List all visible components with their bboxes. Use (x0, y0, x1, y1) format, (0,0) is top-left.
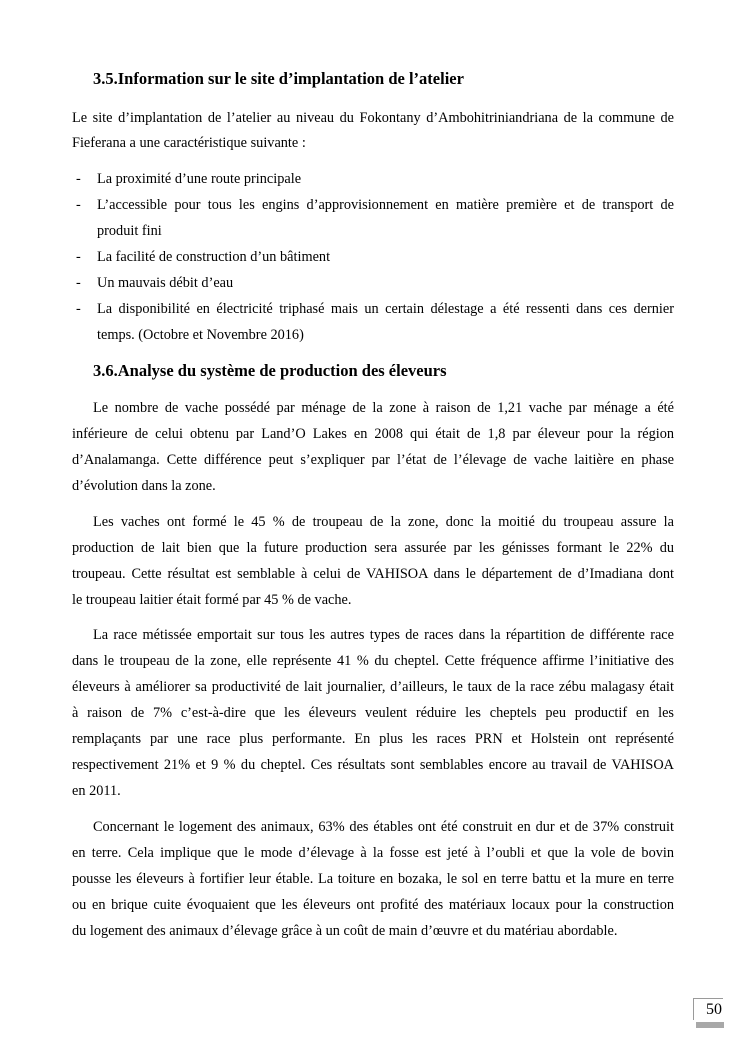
paragraph-line: production de lait bien que la future production sera assurée par les génisses formant le 22% du (72, 540, 674, 556)
bullet-item: La proximité d’une route principale (97, 171, 302, 187)
bullet-item-continued: produit fini (97, 223, 162, 239)
bullet-marker: - (76, 171, 81, 187)
paragraph-line: La race métissée emportait sur tous les autres types de races dans la répartition de différente race (93, 627, 674, 643)
intro-line: Fieferana a une caractéristique suivante : (72, 135, 306, 151)
page-number-bar (696, 1022, 724, 1028)
paragraph-line: inférieure de celui obtenu par Land’O Lakes en 2008 qui était de 1,8 par éleveur pour la région (72, 426, 674, 442)
bullet-marker: - (76, 197, 81, 213)
paragraph-line: troupeau. Cette résultat est semblable à celui de VAHISOA dans le département de d’Imadiana dont (72, 566, 674, 582)
paragraph-line: éleveurs à améliorer sa productivité de lait journalier, d’ailleurs, le taux de la race zébu malagasy était (72, 679, 674, 695)
paragraph-line: Le nombre de vache possédé par ménage de la zone à raison de 1,21 vache par ménage a été (93, 400, 674, 416)
bullet-item-continued: temps. (Octobre et Novembre 2016) (97, 327, 304, 343)
bullet-marker: - (76, 249, 81, 265)
bullet-item: Un mauvais débit d’eau (97, 275, 234, 291)
paragraph-line: à raison de 7% c’est-à-dire que les éleveurs veulent réduire les cheptels peu productif en les (72, 705, 674, 721)
section-heading-3-6: 3.6.Analyse du système de production des éleveurs (93, 361, 447, 380)
bullet-marker: - (76, 275, 81, 291)
page-number: 50 (693, 998, 723, 1020)
bullet-marker: - (76, 301, 81, 317)
paragraph-line: pousse les éleveurs à fortifier leur étable. La toiture en bozaka, le sol en terre battu et la mure en terre (72, 871, 674, 887)
bullet-item: La facilité de construction d’un bâtiment (97, 249, 331, 265)
paragraph-line: respectivement 21% et 9 % du cheptel. Ces résultats sont semblables encore au travail de VAHISOA (72, 757, 674, 773)
intro-line: Le site d’implantation de l’atelier au niveau du Fokontany d’Ambohitriniandriana de la commune de (72, 110, 674, 126)
paragraph-line: le troupeau laitier était formé par 45 % de vache. (72, 592, 352, 608)
paragraph-line: ou en brique cuite évoquaient que les éleveurs ont profité des matériaux locaux pour la construction (72, 897, 674, 913)
bullet-item: L’accessible pour tous les engins d’approvisionnement en matière première et de transport de (97, 197, 674, 213)
paragraph-line: d’évolution dans la zone. (72, 478, 216, 494)
paragraph-line: d’Analamanga. Cette différence peut s’expliquer par l’état de l’élevage de vache laitière en phase (72, 452, 674, 468)
paragraph-line: du logement des animaux d’élevage grâce à un coût de main d’œuvre et du matériau abordable. (72, 923, 618, 939)
paragraph-line: Les vaches ont formé le 45 % de troupeau de la zone, donc la moitié du troupeau assure la (93, 514, 674, 530)
paragraph-line: remplaçants par une race plus performante. En plus les races PRN et Holstein ont représenté (72, 731, 674, 747)
paragraph-line: en terre. Cela implique que le mode d’élevage à la fosse est jeté à l’oubli et que la vole de bovin (72, 845, 674, 861)
paragraph-line: en 2011. (72, 783, 121, 799)
paragraph-line: dans le troupeau de la zone, elle représente 41 % du cheptel. Cette fréquence affirme l’initiative des (72, 653, 674, 669)
paragraph-line: Concernant le logement des animaux, 63% des étables ont été construit en dur et de 37% construit (93, 819, 674, 835)
bullet-item: La disponibilité en électricité triphasé mais un certain délestage a été ressenti dans ces dernier (97, 301, 674, 317)
section-heading-3-5: 3.5.Information sur le site d’implantation de l’atelier (93, 69, 464, 88)
